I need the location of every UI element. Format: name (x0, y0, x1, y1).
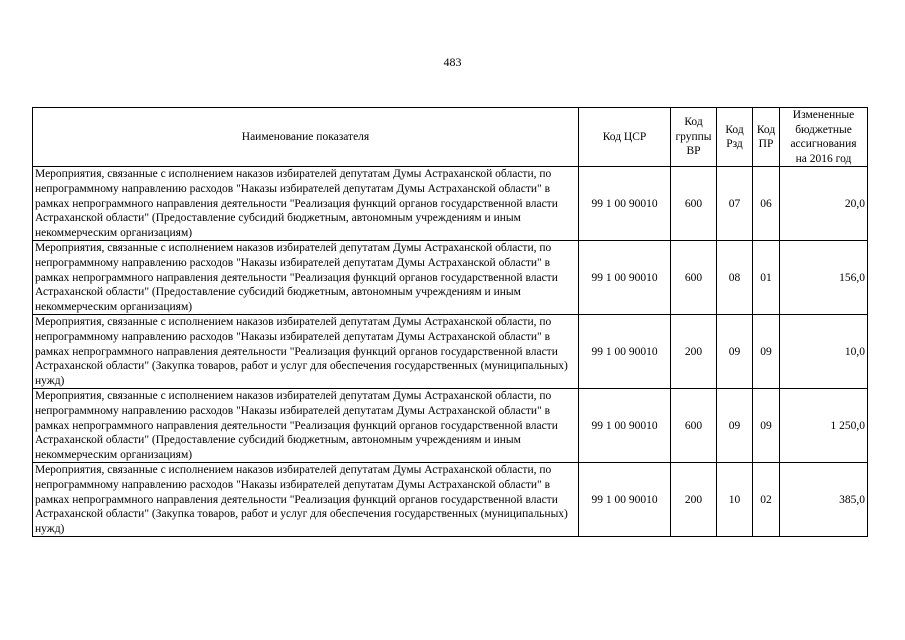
row-name: Мероприятия, связанные с исполнением наказов избирателей депутатам Думы Астраханской области, по непрограммному направлению расходов "Наказы избирателей депутатам Думы Астраханской области" в рамках непрограммного направления деятельности "Реализация функций органов государственной власти Астраханской области" (Предоставление субсидий бюджетным, автономным учреждениям и иным некоммерческим организациям) (33, 167, 579, 241)
row-csr: 99 1 00 90010 (579, 315, 671, 389)
row-amount: 385,0 (780, 463, 868, 537)
row-name: Мероприятия, связанные с исполнением наказов избирателей депутатам Думы Астраханской области, по непрограммному направлению расходов "Наказы избирателей депутатам Думы Астраханской области" в рамках непрограммного направления деятельности "Реализация функций органов государственной власти Астраханской области" (Закупка товаров, работ и услуг для обеспечения государственных (муниципальных) нужд) (33, 463, 579, 537)
row-rzd: 10 (717, 463, 753, 537)
budget-table (32, 107, 868, 537)
header-vr: Код группы ВР (671, 108, 717, 167)
row-csr: 99 1 00 90010 (579, 389, 671, 463)
table-row (33, 463, 868, 537)
row-name: Мероприятия, связанные с исполнением наказов избирателей депутатам Думы Астраханской области, по непрограммному направлению расходов "Наказы избирателей депутатам Думы Астраханской области" в рамках непрограммного направления деятельности "Реализация функций органов государственной власти Астраханской области" (Предоставление субсидий бюджетным, автономным учреждениям и иным некоммерческим организациям) (33, 241, 579, 315)
row-vr: 200 (671, 315, 717, 389)
row-vr: 600 (671, 241, 717, 315)
row-vr: 600 (671, 167, 717, 241)
header-name: Наименование показателя (33, 108, 579, 167)
row-csr: 99 1 00 90010 (579, 463, 671, 537)
table-row (33, 389, 868, 463)
row-rzd: 08 (717, 241, 753, 315)
table-row (33, 167, 868, 241)
row-rzd: 09 (717, 389, 753, 463)
row-amount: 10,0 (780, 315, 868, 389)
row-amount: 156,0 (780, 241, 868, 315)
header-rzd: Код Рзд (717, 108, 753, 167)
row-vr: 200 (671, 463, 717, 537)
header-amount: Измененные бюджетные ассигнования на 2016 год (780, 108, 868, 167)
row-vr: 600 (671, 389, 717, 463)
row-csr: 99 1 00 90010 (579, 167, 671, 241)
row-pr: 09 (753, 389, 780, 463)
row-csr: 99 1 00 90010 (579, 241, 671, 315)
row-rzd: 09 (717, 315, 753, 389)
header-row (33, 108, 868, 167)
table-row (33, 241, 868, 315)
row-name: Мероприятия, связанные с исполнением наказов избирателей депутатам Думы Астраханской области, по непрограммному направлению расходов "Наказы избирателей депутатам Думы Астраханской области" в рамках непрограммного направления деятельности "Реализация функций органов государственной власти Астраханской области" (Закупка товаров, работ и услуг для обеспечения государственных (муниципальных) нужд) (33, 315, 579, 389)
row-rzd: 07 (717, 167, 753, 241)
header-csr: Код ЦСР (579, 108, 671, 167)
row-pr: 02 (753, 463, 780, 537)
row-pr: 06 (753, 167, 780, 241)
row-pr: 01 (753, 241, 780, 315)
header-pr: Код ПР (753, 108, 780, 167)
row-amount: 1 250,0 (780, 389, 868, 463)
page-number: 483 (443, 55, 462, 69)
row-amount: 20,0 (780, 167, 868, 241)
table-row (33, 315, 868, 389)
row-name: Мероприятия, связанные с исполнением наказов избирателей депутатам Думы Астраханской области, по непрограммному направлению расходов "Наказы избирателей депутатам Думы Астраханской области" в рамках непрограммного направления деятельности "Реализация функций органов государственной власти Астраханской области" (Предоставление субсидий бюджетным, автономным учреждениям и иным некоммерческим организациям) (33, 389, 579, 463)
row-pr: 09 (753, 315, 780, 389)
